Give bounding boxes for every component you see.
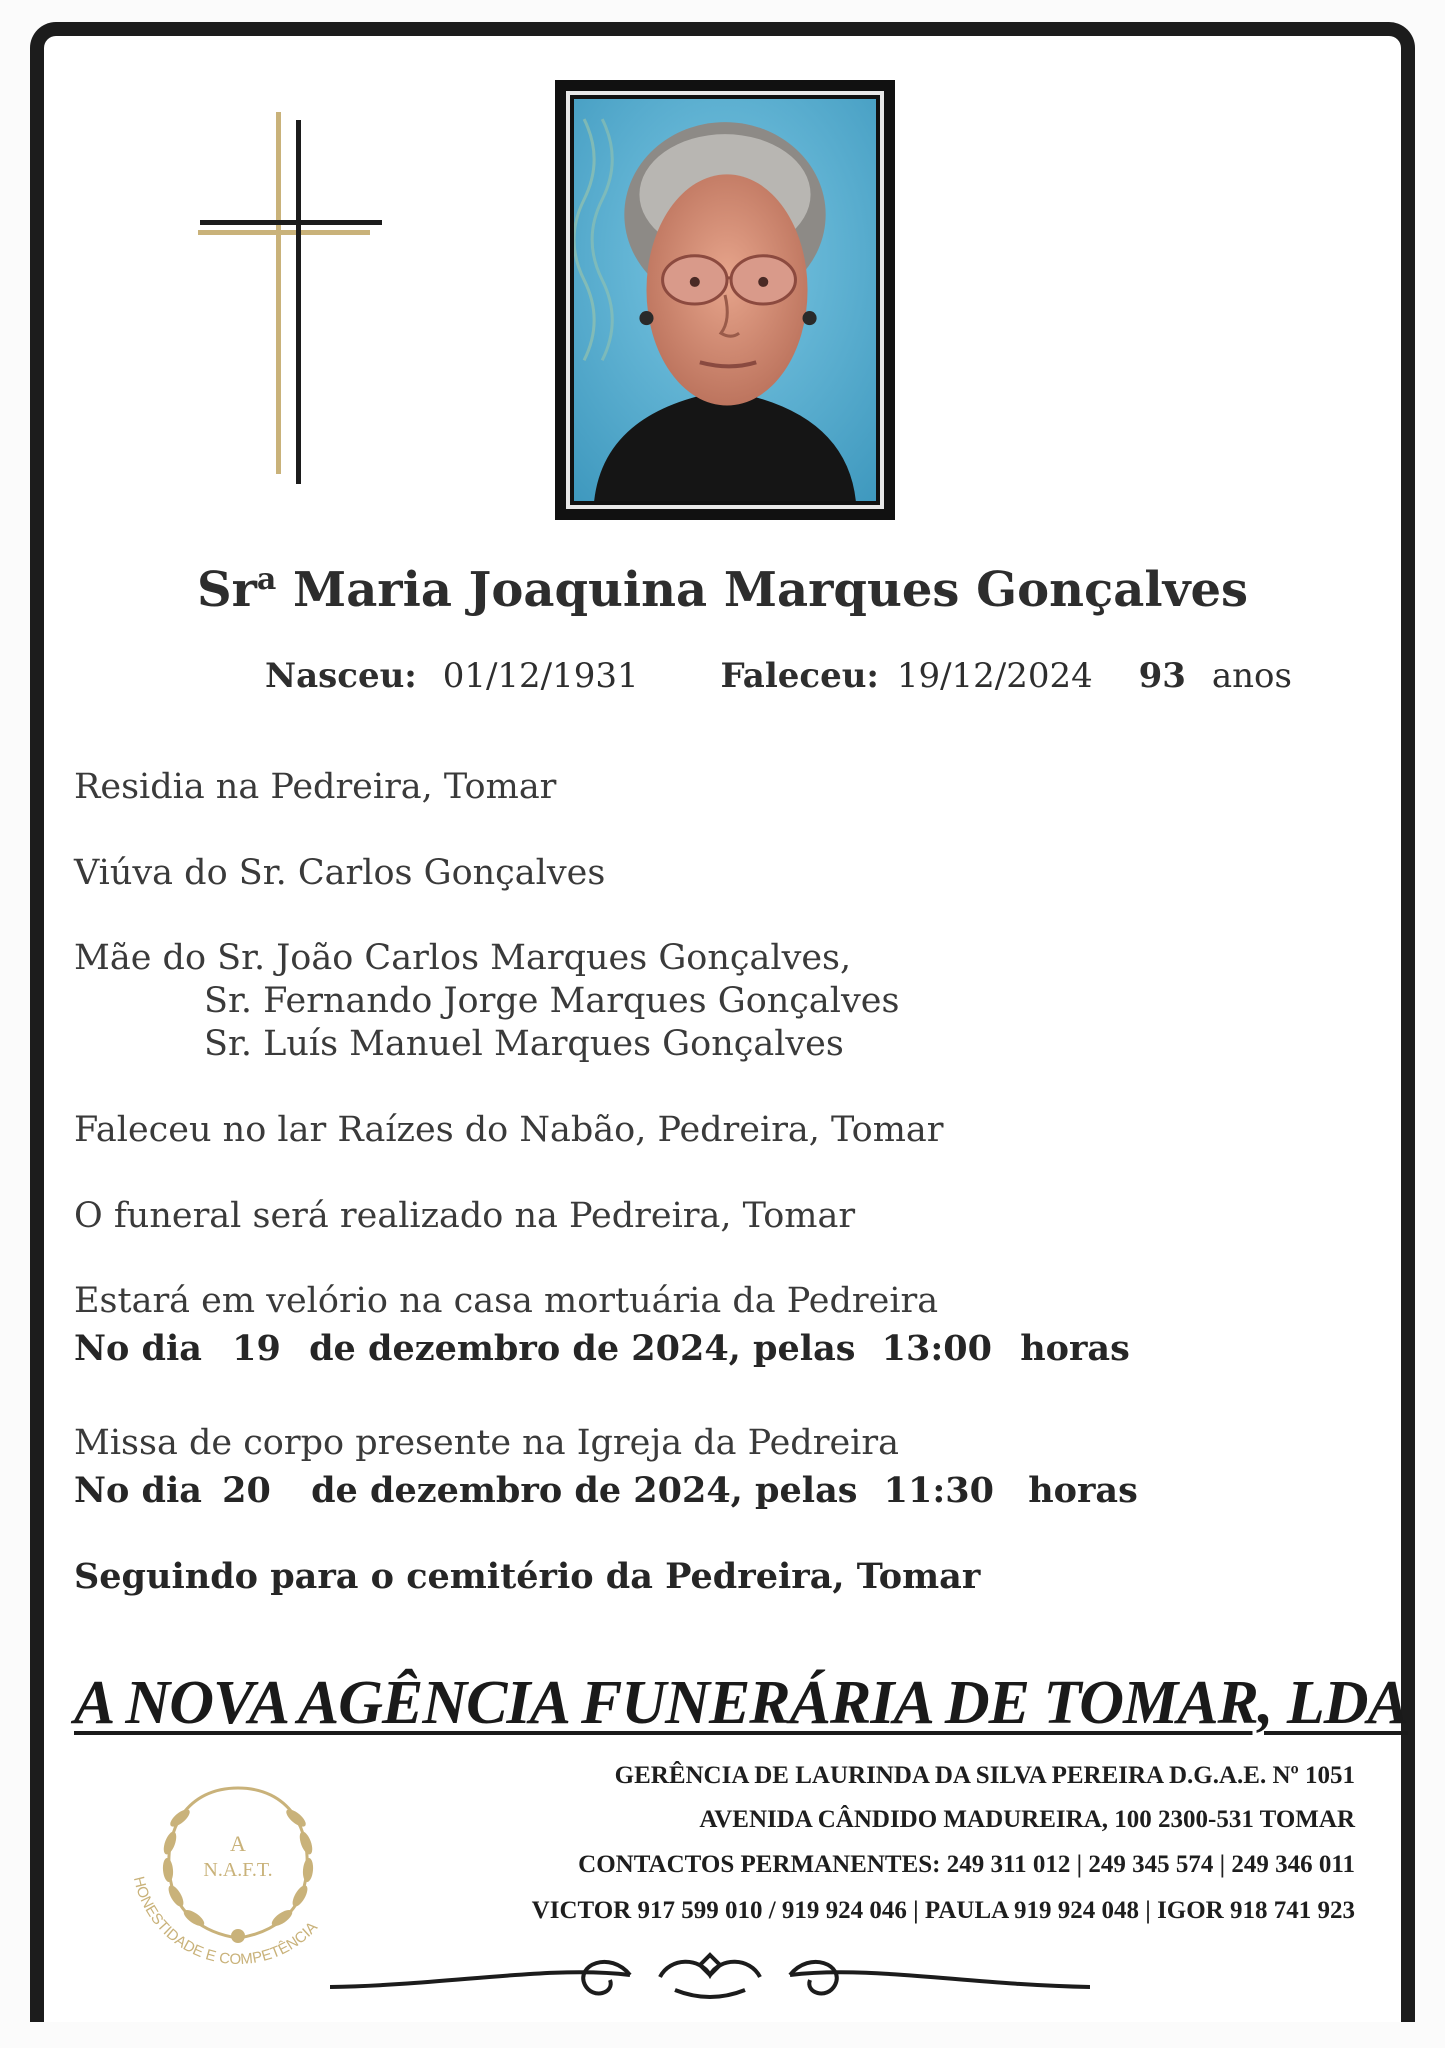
age-number: 93 bbox=[1138, 656, 1186, 696]
cross-icon bbox=[198, 112, 382, 484]
seal-letter: A bbox=[230, 1831, 246, 1856]
funeral-line: O funeral será realizado na Pedreira, Tomar bbox=[74, 1196, 856, 1236]
agency-seal-logo bbox=[118, 1748, 358, 1988]
agency-name: A NOVA AGÊNCIA FUNERÁRIA DE TOMAR, LDA bbox=[74, 1669, 1408, 1737]
widow-line: Viúva do Sr. Carlos Gonçalves bbox=[74, 853, 606, 893]
age-unit: anos bbox=[1211, 656, 1292, 696]
seal-initials: N.A.F.T. bbox=[203, 1859, 273, 1881]
dates-row bbox=[265, 656, 1292, 696]
born-date: 01/12/1931 bbox=[442, 656, 639, 696]
agency-management: GERÊNCIA DE LAURINDA DA SILVA PEREIRA D.G.A.E. Nº 1051 bbox=[614, 1762, 1355, 1789]
wake-place-line: Estará em velório na casa mortuária da Pedreira bbox=[74, 1281, 939, 1321]
agency-phones: VICTOR 917 599 010 / 919 924 046 | PAULA 919 924 048 | IGOR 918 741 923 bbox=[531, 1897, 1355, 1924]
wake-when-line: No dia 19 de dezembro de 2024, pelas 13:00 horas bbox=[74, 1328, 1130, 1369]
died-date: 19/12/2024 bbox=[896, 656, 1093, 696]
agency-contacts: CONTACTOS PERMANENTES: 249 311 012 | 249 345 574 | 249 346 011 bbox=[578, 1851, 1355, 1878]
residence-line: Residia na Pedreira, Tomar bbox=[74, 767, 557, 807]
died-label: Faleceu: bbox=[720, 656, 879, 696]
mass-place-line: Missa de corpo presente na Igreja da Pedreira bbox=[74, 1423, 899, 1463]
mother-line-3: Sr. Luís Manuel Marques Gonçalves bbox=[204, 1024, 844, 1064]
ornament-flourish bbox=[330, 1945, 1090, 2005]
mother-line-2: Sr. Fernando Jorge Marques Gonçalves bbox=[204, 981, 900, 1021]
portrait-frame bbox=[555, 80, 895, 520]
seal-motto: HONESTIDADE E COMPETÊNCIA bbox=[129, 1874, 321, 1969]
mother-line-1: Mãe do Sr. João Carlos Marques Gonçalves, bbox=[74, 938, 852, 978]
mass-when-line: No dia 20 de dezembro de 2024, pelas 11:30 horas bbox=[74, 1470, 1138, 1511]
death-place-line: Faleceu no lar Raízes do Nabão, Pedreira, Tomar bbox=[74, 1110, 944, 1150]
deceased-name: Sr$^a$ Maria Joaquina Marques Gonçalves bbox=[196, 562, 1249, 618]
born-label: Nasceu: bbox=[265, 656, 417, 696]
portrait-photo bbox=[574, 99, 876, 501]
cemetery-line: Seguindo para o cemitério da Pedreira, Tomar bbox=[74, 1556, 981, 1597]
agency-address: AVENIDA CÂNDIDO MADUREIRA, 100 2300-531 TOMAR bbox=[699, 1806, 1355, 1833]
